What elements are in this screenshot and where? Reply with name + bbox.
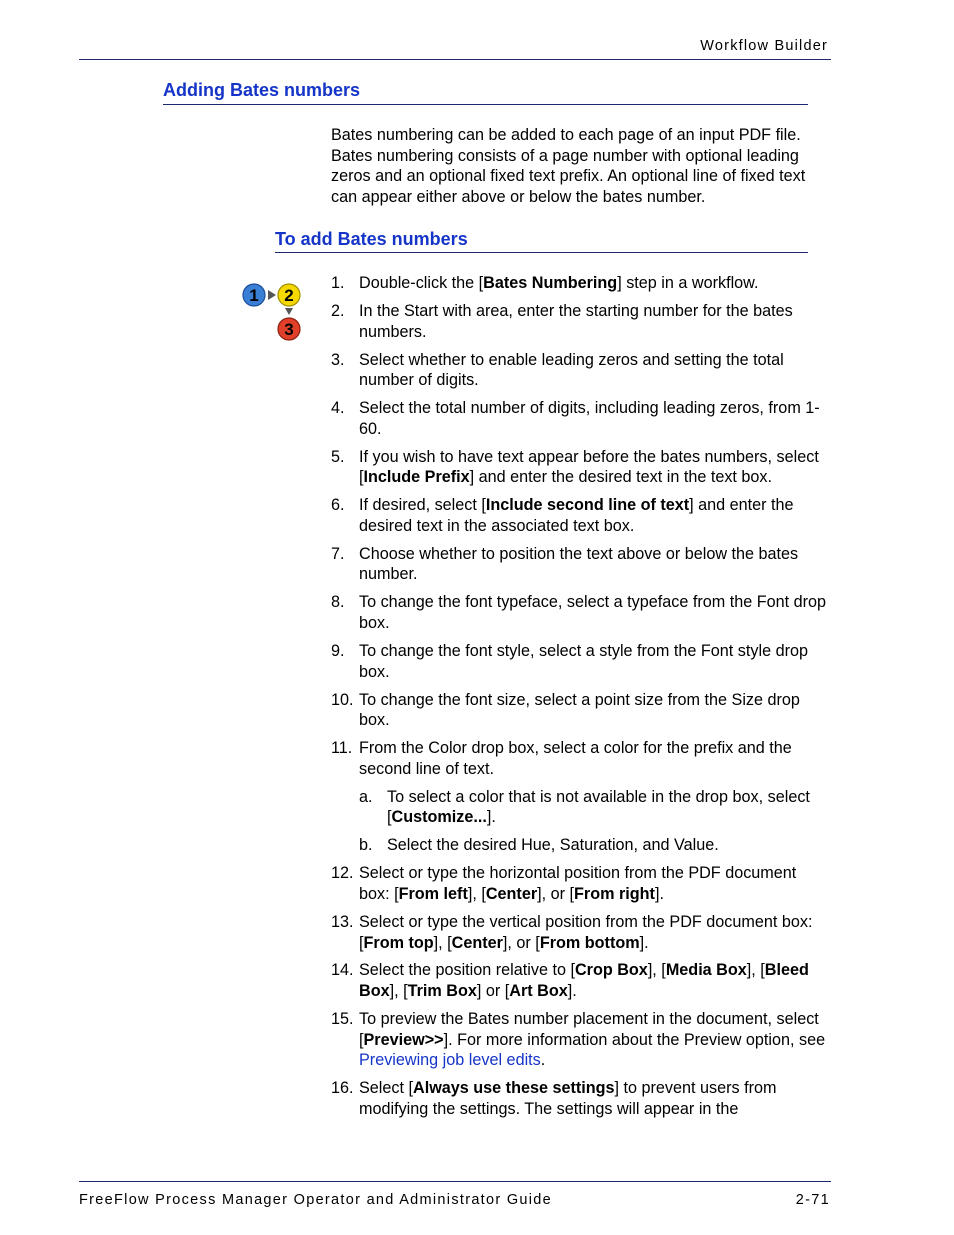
ui-term: Bleed Box: [359, 961, 809, 1001]
sub-step-body: [387, 836, 719, 854]
step-text: ], [: [467, 884, 486, 903]
sub-step-item: [359, 835, 831, 856]
sub-step-letter: a.: [359, 787, 373, 806]
ui-term: Media Box: [665, 961, 747, 980]
step-icon-label: 3: [284, 320, 294, 339]
step-text: ], [: [389, 982, 408, 1001]
step-text: ], or [: [502, 933, 540, 952]
sub-step-body: [387, 788, 810, 827]
step-item: [331, 863, 831, 904]
step-item: [331, 690, 831, 731]
ui-term: Crop Box: [574, 961, 648, 980]
step-item: [331, 1078, 831, 1119]
section-title-rule: [163, 104, 808, 105]
step-text: To preview the Bates number placement in the document, select [: [359, 1010, 819, 1049]
step-text: To select a color that is not available in the drop box, select [: [387, 787, 810, 827]
cross-reference-link[interactable]: Previewing job level edits: [359, 1051, 541, 1070]
step-text: ].: [639, 933, 649, 952]
step-text: Select [: [359, 1079, 413, 1098]
step-item: [331, 495, 831, 536]
ui-term: Bates Numbering: [483, 274, 618, 292]
step-text: If you wish to have text appear before the bates numbers, select [: [359, 447, 819, 487]
step-icon-label: 1: [249, 286, 259, 305]
ui-term: Include second line of text: [485, 496, 690, 515]
step-number: 6.: [331, 496, 345, 515]
step-body: [359, 691, 800, 730]
page-number: 2-71: [795, 1192, 830, 1208]
footer-rule: [79, 1181, 831, 1182]
step-text: To change the font typeface, select a typeface from the Font drop box.: [359, 593, 827, 633]
step-text: In the Start with area, enter the starting number for the bates numbers.: [359, 301, 793, 341]
step-number: 8.: [331, 593, 345, 612]
footer-title: FreeFlow Process Manager Operator and Administrator Guide: [79, 1192, 553, 1208]
ui-term: From left: [398, 884, 468, 903]
sub-steps-list: [359, 787, 831, 856]
step-text: Select or type the vertical position from the PDF document box: [: [359, 912, 813, 952]
steps-123-icon: [240, 280, 304, 342]
step-number: 5.: [331, 447, 345, 466]
ui-term: Center: [451, 933, 503, 952]
step-number: 11.: [331, 739, 353, 758]
ui-term: Customize...: [391, 808, 487, 827]
step-number: 10.: [331, 690, 354, 709]
step-item: [331, 738, 831, 856]
step-number: 3.: [331, 350, 345, 369]
ui-term: Include Prefix: [363, 468, 470, 487]
procedure-title-rule: [275, 252, 808, 253]
step-text: ], [: [433, 933, 452, 952]
step-text: ] step in a workflow.: [617, 274, 759, 292]
step-item: [331, 350, 831, 391]
header-rule: [79, 59, 831, 60]
step-text: ].: [654, 884, 664, 903]
step-body: [359, 274, 758, 292]
step-number: 12.: [331, 864, 354, 883]
step-item: [331, 912, 831, 953]
step-text: ], or [: [537, 884, 575, 903]
ui-term: Always use these settings: [413, 1079, 615, 1098]
step-body: [359, 913, 812, 952]
step-text: Double-click the [: [359, 274, 484, 292]
step-body: [359, 302, 793, 341]
step-text: From the Color drop box, select a color for the prefix and the second line of text.: [359, 739, 792, 778]
ui-term: Center: [485, 884, 538, 903]
steps-list: [331, 273, 831, 1127]
step-text: If desired, select [: [359, 496, 486, 515]
step-body: [359, 961, 809, 1000]
step-body: [359, 399, 820, 438]
step-text: ] to prevent users from modifying the settings. The settings will appear in the: [359, 1079, 777, 1118]
step-text: To change the font size, select a point size from the Size drop box.: [359, 690, 800, 730]
step-text: Select the total number of digits, including leading zeros, from 1-60.: [359, 399, 820, 438]
step-item: [331, 960, 831, 1001]
step-body: [359, 739, 792, 778]
ui-term: From top: [363, 933, 434, 952]
step-body: [359, 1079, 776, 1118]
step-number: 14.: [331, 961, 354, 980]
step-text: ], [: [647, 961, 666, 980]
step-number: 15.: [331, 1010, 354, 1029]
section-title: Adding Bates numbers: [163, 80, 361, 100]
step-text: To change the font style, select a style from the Font style drop box.: [359, 642, 808, 681]
intro-paragraph: Bates numbering can be added to each page of an input PDF file. Bates numbering consists of a page number with optional leading zeros and an optional fixed text prefix. An optional line of fixed text can appear either above or below the bates number.: [331, 126, 806, 206]
step-text: Select the desired Hue, Saturation, and Value.: [387, 836, 719, 855]
step-text: ] and enter the desired text in the associated text box.: [359, 496, 794, 535]
step-text: ].: [486, 808, 496, 827]
step-text: ]. For more information about the Preview option, see: [443, 1030, 826, 1049]
step-body: [359, 593, 826, 632]
step-text: Choose whether to position the text above or below the bates number.: [359, 544, 799, 584]
step-item: [331, 544, 831, 585]
step-number: 1.: [331, 274, 345, 292]
step-number: 2.: [331, 301, 345, 320]
step-number: 16.: [331, 1079, 354, 1098]
step-number: 7.: [331, 544, 345, 563]
step-item: [331, 592, 831, 633]
ui-term: From right: [574, 884, 655, 903]
step-text: Select the position relative to [: [359, 961, 575, 980]
step-text: ] and enter the desired text in the text box.: [469, 468, 773, 487]
ui-term: Art Box: [509, 982, 568, 1001]
step-body: [359, 642, 808, 681]
procedure-title: To add Bates numbers: [275, 229, 468, 249]
step-body: [359, 496, 794, 535]
step-text: ].: [567, 982, 577, 1001]
ui-term: Trim Box: [407, 982, 477, 1001]
step-body: [359, 351, 784, 390]
step-body: [359, 864, 796, 903]
ui-term: Preview>>: [363, 1030, 444, 1049]
step-text: ] or [: [476, 982, 510, 1001]
ui-term: From bottom: [539, 933, 640, 952]
step-number: 9.: [331, 642, 345, 661]
step-number: 13.: [331, 912, 354, 931]
step-item: [331, 447, 831, 488]
step-item: [331, 301, 831, 342]
step-text: .: [540, 1051, 546, 1070]
step-body: [359, 1010, 825, 1069]
step-item: [331, 273, 831, 294]
step-item: [331, 641, 831, 682]
step-text: Select or type the horizontal position from the PDF document box: [: [359, 864, 797, 903]
step-text: ], [: [746, 961, 765, 980]
step-body: [359, 448, 819, 487]
step-item: [331, 1009, 831, 1071]
step-item: [331, 398, 831, 439]
step-number: 4.: [331, 399, 345, 418]
sub-step-item: [359, 787, 831, 828]
step-body: [359, 545, 798, 584]
step-icon-label: 2: [284, 286, 294, 305]
running-header: Workflow Builder: [700, 38, 828, 54]
sub-step-letter: b.: [359, 836, 373, 855]
step-text: Select whether to enable leading zeros and setting the total number of digits.: [359, 350, 784, 390]
